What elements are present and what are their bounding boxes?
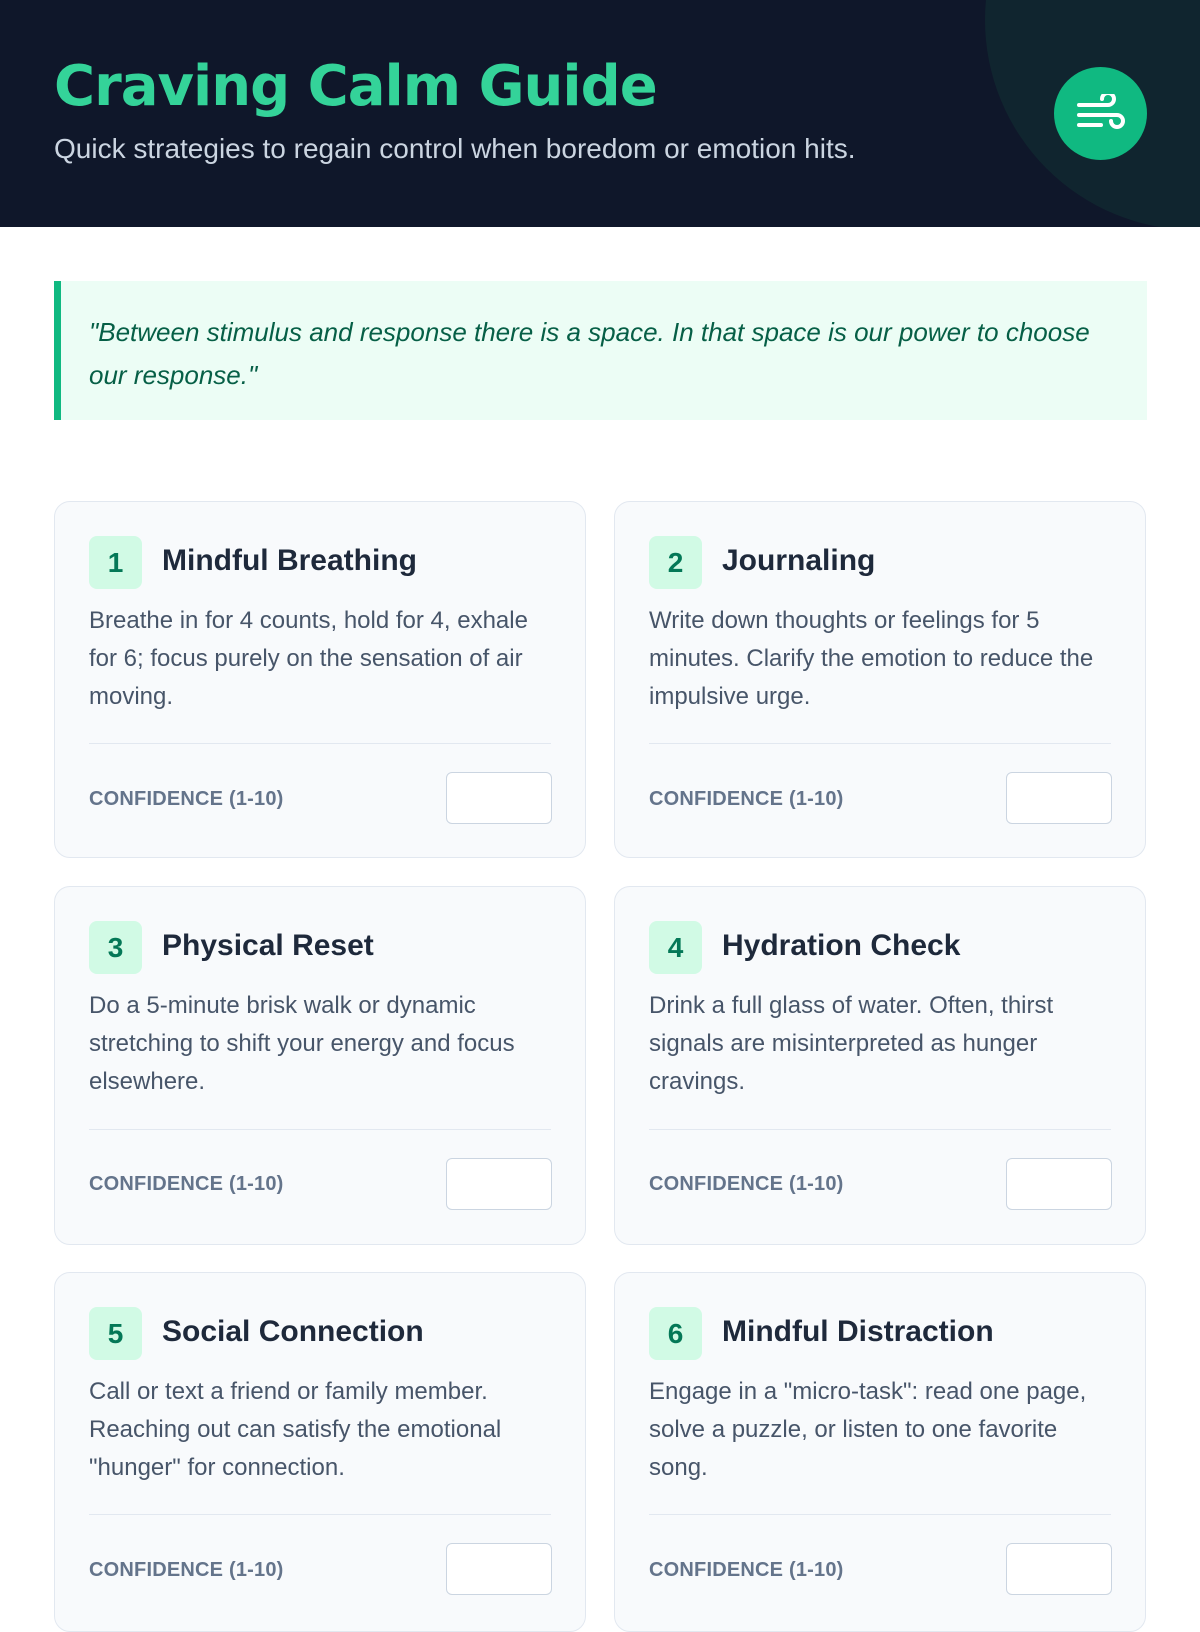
card-divider: [89, 1514, 551, 1515]
strategy-number: 1: [89, 536, 142, 589]
motivational-quote: [54, 281, 1147, 420]
confidence-input[interactable]: [1006, 1158, 1112, 1210]
card-divider: [649, 1129, 1111, 1130]
strategy-card-social-connection: [54, 1272, 586, 1632]
strategy-title: Physical Reset: [162, 929, 374, 962]
strategy-description: Drink a full glass of water. Often, thirst signals are misinterpreted as hunger cravings.: [649, 992, 1054, 1095]
page-header: [0, 0, 1200, 227]
strategy-number: 6: [649, 1307, 702, 1360]
card-divider: [89, 1129, 551, 1130]
strategy-description: Engage in a "micro-task": read one page, solve a puzzle, or listen to one favorite song.: [649, 1378, 1087, 1481]
strategy-card-physical-reset: [54, 886, 586, 1245]
strategy-card-mindful-breathing: [54, 501, 586, 858]
confidence-input[interactable]: [1006, 772, 1112, 824]
strategy-number: 3: [89, 921, 142, 974]
confidence-label: CONFIDENCE (1-10): [89, 1173, 284, 1195]
strategy-number: 5: [89, 1307, 142, 1360]
strategy-description: Call or text a friend or family member. Reaching out can satisfy the emotional "hunger" for connection.: [89, 1378, 502, 1481]
page-subtitle: Quick strategies to regain control when boredom or emotion hits.: [54, 133, 856, 164]
strategy-title: Social Connection: [162, 1315, 424, 1348]
confidence-label: CONFIDENCE (1-10): [649, 1173, 844, 1195]
strategy-title: Mindful Breathing: [162, 544, 417, 577]
confidence-label: CONFIDENCE (1-10): [649, 788, 844, 810]
strategy-card-hydration-check: [614, 886, 1146, 1245]
confidence-input[interactable]: [446, 1158, 552, 1210]
strategy-title: Mindful Distraction: [722, 1315, 994, 1348]
strategy-title: Hydration Check: [722, 929, 961, 962]
card-divider: [649, 743, 1111, 744]
card-divider: [649, 1514, 1111, 1515]
confidence-input[interactable]: [1006, 1543, 1112, 1595]
confidence-label: CONFIDENCE (1-10): [89, 788, 284, 810]
card-divider: [89, 743, 551, 744]
strategy-description: Write down thoughts or feelings for 5 minutes. Clarify the emotion to reduce the impulsive urge.: [649, 607, 1094, 710]
strategy-card-mindful-distraction: [614, 1272, 1146, 1632]
wind-icon: [1054, 67, 1147, 160]
quote-text: "Between stimulus and response there is a space. In that space is our power to choose our response.": [89, 317, 1090, 390]
confidence-input[interactable]: [446, 1543, 552, 1595]
strategy-description: Do a 5-minute brisk walk or dynamic stretching to shift your energy and focus elsewhere.: [89, 992, 515, 1095]
confidence-label: CONFIDENCE (1-10): [89, 1559, 284, 1581]
strategy-title: Journaling: [722, 544, 876, 577]
strategy-card-journaling: [614, 501, 1146, 858]
strategy-number: 2: [649, 536, 702, 589]
confidence-input[interactable]: [446, 772, 552, 824]
strategy-number: 4: [649, 921, 702, 974]
page-title: Craving Calm Guide: [54, 54, 657, 119]
confidence-label: CONFIDENCE (1-10): [649, 1559, 844, 1581]
strategy-description: Breathe in for 4 counts, hold for 4, exhale for 6; focus purely on the sensation of air moving.: [89, 607, 528, 710]
